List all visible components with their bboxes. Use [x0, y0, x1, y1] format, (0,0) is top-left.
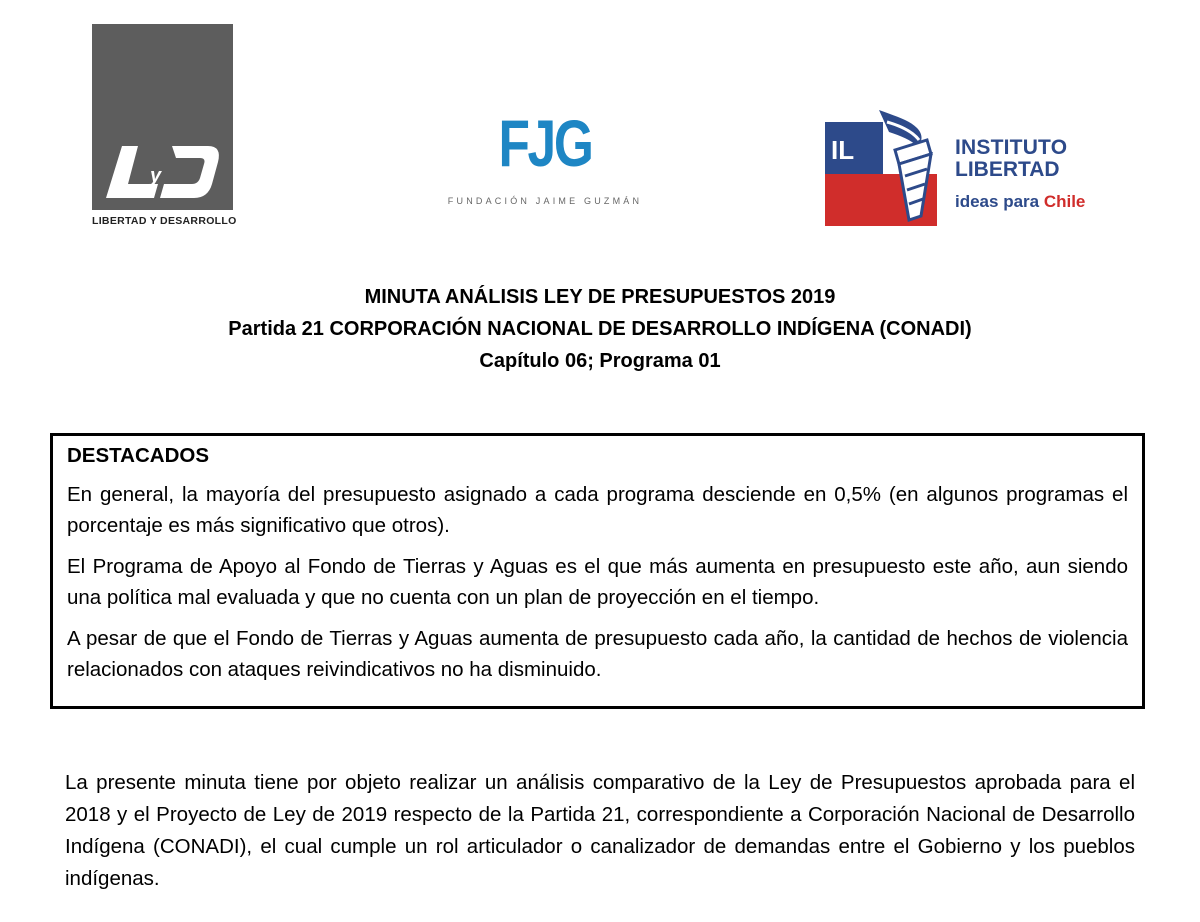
torch-icon	[865, 106, 945, 228]
fjg-logo-caption: FUNDACIÓN JAIME GUZMÁN	[447, 196, 643, 206]
lyd-logo	[92, 24, 237, 227]
document-chapter: Capítulo 06; Programa 01	[479, 350, 721, 372]
fjg-logo	[430, 106, 660, 206]
intro-paragraph: La presente minuta tiene por objeto realizar un análisis comparativo de la Ley de Presupuestos aprobada para el 2018 y el Proyecto de Ley de 2019 respecto de la Partida 21, correspondiente a Corporación Nacional de Desarrollo Indígena (CONADI), el cual cumple un rol articulador o canalizador de demandas entre el Gobierno y los pueblos indígenas.	[65, 771, 1135, 890]
instituto-libertad-logo	[825, 106, 1095, 228]
il-logo-mark: IL	[831, 135, 855, 165]
highlight-paragraph-3: A pesar de que el Fondo de Tierras y Aguas aumenta de presupuesto cada año, la cantidad de hechos de violencia relacionados con ataques reivindicativos no ha disminuido.	[67, 627, 1128, 681]
il-logo-line2: LIBERTAD	[955, 158, 1060, 181]
document-subtitle: Partida 21 CORPORACIÓN NACIONAL DE DESARROLLO INDÍGENA (CONADI)	[228, 318, 972, 340]
svg-text:y: y	[150, 165, 162, 187]
il-logo-line1: INSTITUTO	[955, 136, 1068, 159]
highlights-box	[50, 433, 1145, 709]
lyd-logo-caption: LIBERTAD Y DESARROLLO	[92, 215, 237, 227]
lyd-mark-icon	[100, 142, 225, 204]
fjg-logo-mark: FJG	[498, 106, 592, 180]
highlights-title: DESTACADOS	[67, 444, 209, 467]
il-tagline-part-b: Chile	[1043, 192, 1086, 211]
highlight-paragraph-2: El Programa de Apoyo al Fondo de Tierras y Aguas es el que más aumenta en presupuesto este año, aun siendo una política mal evaluada y que no cuenta con un plan de proyección en el tiempo.	[67, 555, 1128, 609]
il-tagline-part-a: ideas para	[955, 192, 1044, 211]
highlight-paragraph-1: En general, la mayoría del presupuesto asignado a cada programa desciende en 0,5% (en algunos programas el porcentaje es más significativo que otros).	[67, 483, 1128, 537]
lyd-logo-box	[92, 24, 233, 210]
document-title: MINUTA ANÁLISIS LEY DE PRESUPUESTOS 2019	[364, 286, 836, 308]
il-logo-tagline	[955, 192, 1085, 212]
